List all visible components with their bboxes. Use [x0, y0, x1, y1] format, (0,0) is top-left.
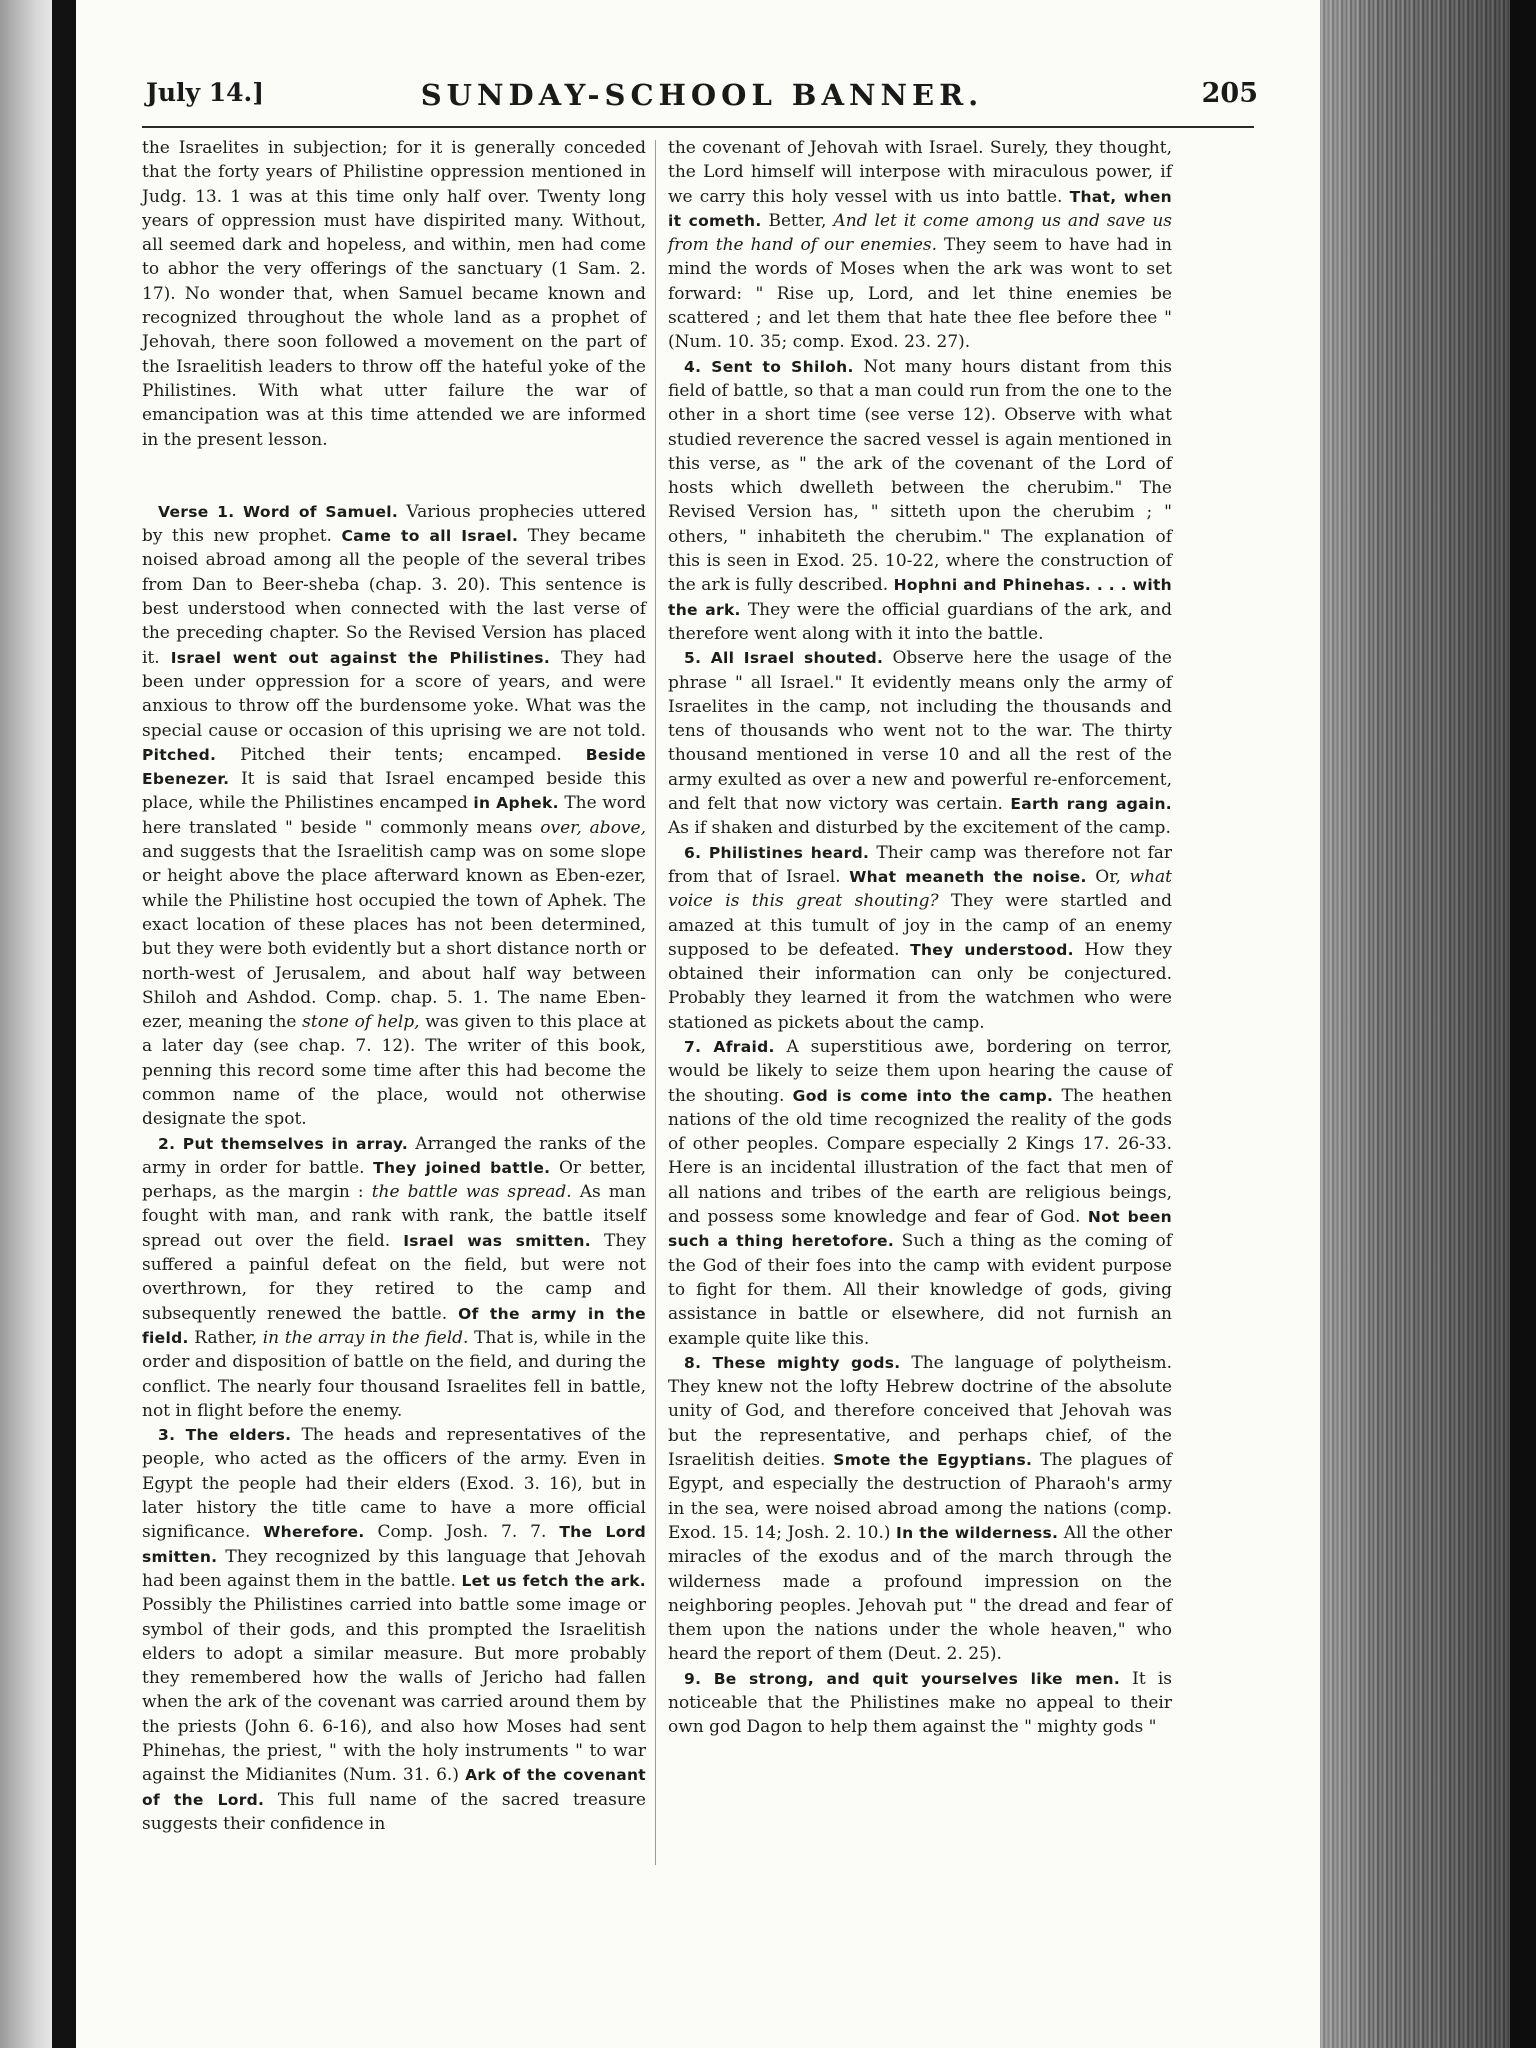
text-run: As if shaken and disturbed by the excitement of the camp. [668, 818, 1171, 839]
text-run: was given to this place at a later day (see chap. 7. 12). The writer of this book, penning this record some time after this had become the common name of the place, would not otherwise designate the spot. [142, 1012, 646, 1130]
text-run: Or better, perhaps, as the margin : [142, 1157, 646, 1203]
text-run: All the other miracles of the exodus and of the march through the wilderness made a profound impression on the neighboring peoples. Jehovah put " the dread and fear of them upon the nations under the whole heaven," who heard the report of them (Deut. 2. 25). [668, 1522, 1172, 1665]
bold-phrase: Beside Ebenezer. [142, 745, 646, 789]
paragraph [668, 1667, 1172, 1740]
paragraph [668, 136, 1172, 355]
bold-phrase: They joined battle. [373, 1158, 551, 1177]
text-run: Rather, [188, 1327, 263, 1348]
bold-phrase: Wherefore. [263, 1523, 365, 1542]
italic-phrase: in the array in the field. [262, 1327, 469, 1348]
text-run: It is noticeable that the Philistines make no appeal to their own god Dagon to help them against the " mighty gods " [668, 1668, 1172, 1738]
text-run: Such a thing as the coming of the God of their foes into the camp with evident purpose to fight for them. All their knowledge of gods, giving assistance in battle or elsewhere, did not furnish an example quite like this. [668, 1231, 1172, 1349]
text-run: They were startled and amazed at this tumult of joy in the camp of an enemy supposed to be defeated. [668, 891, 1172, 960]
paragraph [142, 136, 646, 452]
bold-phrase: 8. These mighty gods. [684, 1353, 901, 1372]
text-run: Pitched their tents; encamped. [216, 744, 586, 765]
bold-phrase: 9. Be strong, and quit yourselves like men. [684, 1669, 1121, 1688]
bold-phrase: Verse 1. Word of Samuel. [158, 502, 399, 521]
text-run: The language of polytheism. They knew not the lofty Hebrew doctrine of the absolute unity of God, and therefore conceived that Jehovah was but the representative, and perhaps chief, of the Israelitish deities. [668, 1352, 1172, 1471]
bold-phrase: in Aphek. [473, 794, 559, 813]
italic-phrase: stone of help, [302, 1012, 420, 1033]
header-date: July 14.] [146, 78, 265, 107]
paragraph [668, 355, 1172, 647]
right-column [668, 136, 1172, 1740]
bold-phrase: The Lord smitten. [142, 1523, 647, 1566]
bold-phrase: 4. Sent to Shiloh. [684, 357, 854, 376]
bold-phrase: Israel went out against the Philistines. [170, 648, 551, 667]
text-run: Or, [1086, 866, 1130, 887]
text-run: They became noised abroad among all the people of the several tribes from Dan to Beer-sheba (chap. 3. 20). This sentence is best understood when connected with the last verse of the preceding chapter. So the Revised Version has placed it. [142, 526, 646, 668]
text-run: Arranged the ranks of the army in order for battle. [142, 1133, 646, 1178]
column-divider [655, 140, 656, 1865]
text-run: A superstitious awe, bordering on terror, would be likely to seize them upon hearing the cause of the shouting. [668, 1036, 1172, 1106]
paragraph [668, 1351, 1172, 1667]
page-number: 205 [1201, 78, 1258, 109]
italic-phrase: And let it come among us and save us from the hand of our enemies. [668, 210, 1173, 256]
bold-phrase: 6. Philistines heard. [684, 843, 870, 862]
bold-phrase: 2. Put themselves in array. [158, 1134, 409, 1153]
bold-phrase: Earth rang again. [1010, 795, 1172, 814]
paragraph [668, 1035, 1172, 1351]
bold-phrase: In the wilderness. [896, 1523, 1059, 1542]
text-run: As man fought with man, and rank with rank, the battle itself spread out over the field. [142, 1182, 647, 1251]
bold-phrase: Smote the Egyptians. [833, 1451, 1033, 1470]
bold-phrase: Came to all Israel. [341, 527, 519, 546]
header-rule [142, 126, 1254, 128]
book-page [76, 0, 1320, 2048]
text-run: Various prophecies uttered by this new prophet. [142, 501, 646, 547]
text-run: and suggests that the Israelitish camp was on some slope or height above the place afterward known as Eben-ezer, while the Philistine host occupied the town of Aphek. The exact location of these places has not been determined, but they were both evidently but a short distance north or north-west of Jerusalem, and about half way between Shiloh and Ashdod. Comp. chap. 5. 1. The name Eben-ezer, meaning the [142, 842, 646, 1033]
paragraph [142, 1423, 646, 1836]
bold-phrase: That, when it cometh. [668, 187, 1172, 230]
text-run: The heathen nations of the old time recognized the reality of the gods of other peoples. Compare especially 2 Kings 17. 26-33. Here is an incidental illustration of the fact that men of all nations and tribes of the earth are religious beings, and possess some knowledge and fear of God. [668, 1085, 1172, 1228]
text-run: the Israelites in subjection; for it is generally conceded that the forty years of Philistine oppression mentioned in Judg. 13. 1 was at this time only half over. Twenty long years of oppression must have dispirited many. Without, all seemed dark and hopeless, and within, men had come to abhor the very offerings of the sanctuary (1 Sam. 2. 17). No wonder that, when Samuel became known and recognized throughout the whole land as a prophet of Jehovah, there soon followed a movement on the part of the Israelitish leaders to throw off the hateful yoke of the Philistines. With what utter failure the war of emancipation was at this time attended we are informed in the present lesson. [142, 138, 646, 450]
paragraph [668, 841, 1172, 1035]
text-run: It is said that Israel encamped beside this place, while the Philistines encamped [142, 769, 646, 814]
bold-phrase: 3. The elders. [158, 1426, 292, 1445]
text-run: That is, while in the order and disposition of battle on the field, and during the conflict. The nearly four thousand Israelites fell in battle, not in flight before the enemy. [142, 1327, 646, 1421]
bold-phrase: 7. Afraid. [684, 1037, 775, 1056]
bold-phrase: Ark of the covenant of the Lord. [142, 1766, 646, 1809]
bold-phrase: Hophni and Phinehas. . . . with the ark. [668, 576, 1172, 619]
binding-shadow [52, 0, 76, 2048]
text-run: Possibly the Philistines carried into battle some image or symbol of their gods, and this prompted the Israelitish elders to adopt a similar measure. But more probably they remembered how the walls of Jericho had fallen when the ark of the covenant was carried around them by the priests (John 6. 6-16), and also how Moses had sent Phinehas, the priest, " with the holy instruments " to war against the Midianites (Num. 31. 6.) [142, 1595, 646, 1786]
text-run: This full name of the sacred treasure suggests their confidence in [142, 1789, 646, 1834]
text-run: They recognized by this language that Jehovah had been against them in the battle. [142, 1546, 646, 1591]
bold-phrase: Of the army in the field. [142, 1304, 646, 1347]
bold-phrase: They understood. [910, 940, 1074, 959]
italic-phrase: over, above, [540, 817, 646, 838]
bold-phrase: 5. All Israel shouted. [684, 649, 884, 668]
bold-phrase: Pitched. [142, 745, 217, 764]
page-stack-shading [1320, 0, 1510, 2048]
running-header [146, 78, 1258, 118]
text-run: They seem to have had in mind the words of Moses when the ark was wont to set forward: " Rise up, Lord, and let thine enemies be scattered ; and let them that hate thee flee before thee " (Num. 10. 35; comp. Exod. 23. 27). [668, 235, 1172, 353]
text-run: the covenant of Jehovah with Israel. Surely, they thought, the Lord himself will interpose with miraculous power, if we carry this holy vessel with us into battle. [668, 138, 1172, 207]
paragraph [142, 1132, 646, 1424]
bold-phrase: Let us fetch the ark. [461, 1571, 646, 1590]
bold-phrase: Israel was smitten. [403, 1231, 591, 1250]
italic-phrase: the battle was spread. [371, 1182, 572, 1203]
text-run: Observe here the usage of the phrase " all Israel." It evidently means only the army of Israelites in the camp, not including the thousands and tens of thousands who went not to the war. The thirty thousand mentioned in verse 10 and all the rest of the army exulted as over a new and powerful re-enforcement, and felt that now victory was certain. [668, 648, 1172, 815]
text-run: The heads and representatives of the people, who acted as the officers of the army. Even in Egypt the people had their elders (Exod. 3. 16), but in later history the title came to have a more official significance. [142, 1425, 646, 1543]
paragraph [142, 500, 646, 1132]
text-run: How they obtained their information can only be conjectured. Probably they learned it from the watchmen who were stationed as pickets about the camp. [668, 939, 1172, 1033]
header-title: SUNDAY-SCHOOL BANNER. [420, 78, 984, 112]
text-run: Not many hours distant from this field of battle, so that a man could run from the one to the other in a short time (see verse 12). Observe with what studied reverence the sacred vessel is again mentioned in this verse, as " the ark of the covenant of the Lord of hosts which dwelleth between the cherubim." The Revised Version has, " sitteth upon the cherubim ; " others, " inhabiteth the cherubim." The explanation of this is seen in Exod. 25. 10-22, where the construction of the ark is fully described. [668, 356, 1172, 596]
italic-phrase: what voice is this great shouting? [668, 866, 1172, 912]
text-run: They had been under oppression for a score of years, and were anxious to throw off the burdensome yoke. What was the special cause or occasion of this uprising we are not told. [142, 647, 646, 741]
bold-phrase: Not been such a thing heretofore. [668, 1208, 1173, 1251]
text-run: They were the official guardians of the ark, and therefore went along with it into the battle. [668, 599, 1172, 644]
text-run: The plagues of Egypt, and especially the destruction of Pharaoh's army in the sea, were noised abroad among the nations (comp. Exod. 15. 14; Josh. 2. 10.) [668, 1450, 1172, 1543]
background-edge [1510, 0, 1536, 2048]
text-run: They suffered a painful defeat on the field, but were not overthrown, for they retired to the camp and subsequently renewed the battle. [142, 1230, 646, 1324]
text-run: Comp. Josh. 7. 7. [364, 1522, 560, 1543]
paragraph [668, 646, 1172, 840]
bold-phrase: God is come into the camp. [792, 1086, 1054, 1105]
text-run: Better, [761, 210, 834, 231]
text-run: The word here translated " beside " commonly means [142, 793, 646, 838]
bold-phrase: What meaneth the noise. [849, 867, 1087, 886]
text-run: Their camp was therefore not far from that of Israel. [668, 842, 1172, 887]
left-column [142, 136, 646, 1836]
